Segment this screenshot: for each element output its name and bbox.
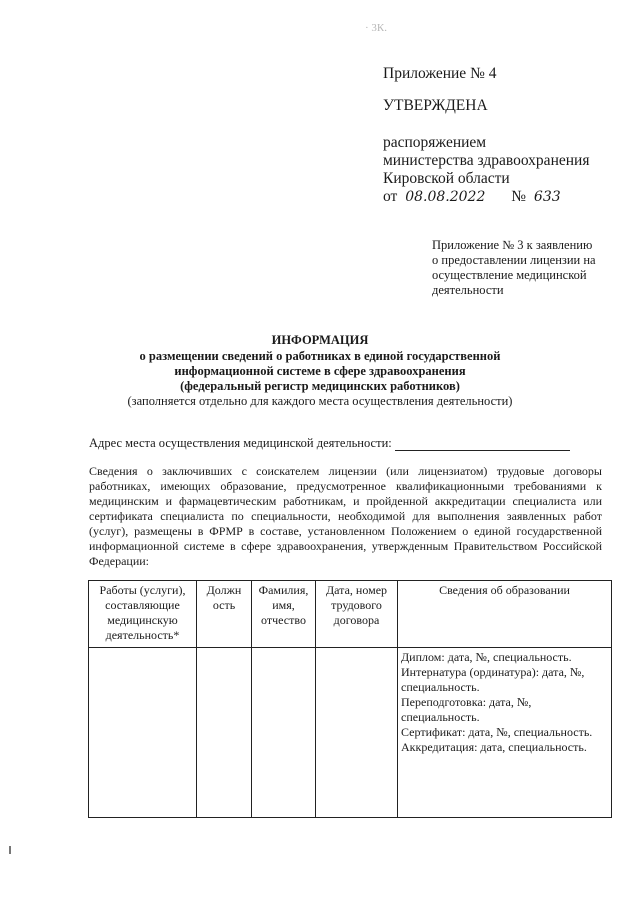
workers-table [88,580,612,818]
info-paragraph: Сведения о заключивших с соискателем лицензии (или лицензиатом) трудовые договоры работниках, имеющих образование, предусмотренное квалификационными требованиями к медицинским и фармацевтическим работникам, и пройденной аккредитации специалиста или сертификата специалиста по специальности, необходимой для выполнения заявленных работ (услуг), размещены в ФРМР в составе, установленном Положением о единой государственной информационной системе в сфере здравоохранения, утвержденным Правительством Российской Федерации: [89,464,602,568]
date-prefix: от [383,188,398,205]
order-line: министерства здравоохранения [383,152,590,169]
title-line: (федеральный регистр медицинских работников) [180,379,460,393]
handwritten-date: 08.08.2022 [405,189,486,205]
order-line: распоряжением [383,134,487,151]
education-line: Аккредитация: дата, специальность. [401,740,587,754]
cell-works [89,648,197,818]
approved-label: УТВЕРЖДЕНА [383,97,488,114]
education-line: Интернатура (ординатура): дата, №, специальность. [401,665,585,694]
application-note [432,238,607,298]
header-education: Сведения об образовании [398,581,612,648]
order-date-line [383,187,561,207]
title-line: информационной системе в сфере здравоохранения [174,364,466,378]
scan-edge-mark [9,846,11,854]
cell-education [398,648,612,818]
header-position: Должн ость [197,581,252,648]
cell-position [197,648,252,818]
header-full-name: Фамилия, имя, отчество [252,581,316,648]
address-field [89,436,570,451]
number-prefix: № [511,188,527,205]
appendix-label: Приложение № 4 [383,65,497,82]
education-line: Сертификат: дата, №, специальность. [401,725,593,739]
header-contract: Дата, номер трудового договора [316,581,398,648]
document-title: ИНФОРМАЦИЯ [271,333,369,347]
cell-contract [316,648,398,818]
education-line: Диплом: дата, №, специальность. [401,650,572,664]
title-note: (заполняется отдельно для каждого места осуществления деятельности) [127,394,513,408]
scan-mark: · 3К. [365,22,387,34]
header-works: Работы (услуги), составляющие медицинскую деятельность* [89,581,197,648]
table-row [89,648,612,818]
note-line: деятельности [432,283,504,297]
note-line: о предоставлении лицензии на [432,253,596,267]
note-line: осуществление медицинской [432,268,587,282]
handwritten-number: 633 [533,189,561,205]
cell-full-name [252,648,316,818]
education-line: Переподготовка: дата, №, специальность. [401,695,532,724]
address-label: Адрес места осуществления медицинской деятельности: [89,436,392,450]
address-blank-line [395,438,570,451]
table-header-row [89,581,612,648]
title-line: о размещении сведений о работниках в единой государственной [139,349,501,363]
order-line: Кировской области [383,170,510,187]
note-line: Приложение № 3 к заявлению [432,238,593,252]
